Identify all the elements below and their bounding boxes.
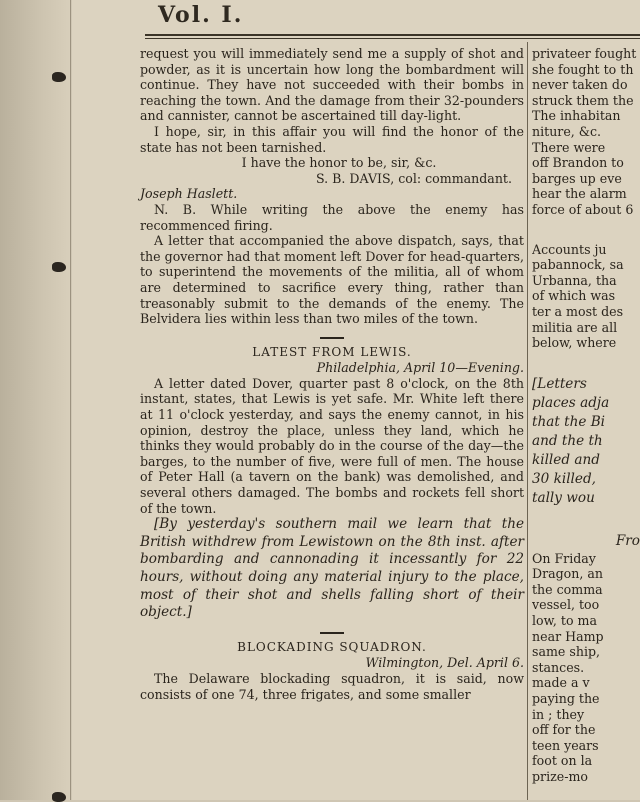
paragraph: The Delaware blockading squadron, it is said, now consists of one 74, three frigates, and some smaller	[140, 670, 524, 702]
text-line: vessel, too	[532, 597, 600, 613]
text-line: barges up eve	[532, 170, 622, 186]
paragraph: A letter that accompanied the above dispatch, says, that the governor had that moment left Dover for head-quarters, to superintend the movements of the militia, all of whom are determined to sacrifice every thing, rather than treasonably submit to the demands of the enemy. The Belvidera lies within less than two miles of the town.	[140, 233, 524, 327]
text-line: paying the	[532, 691, 600, 707]
text-line: prize-mo	[532, 769, 588, 784]
text-line: force of about 6	[532, 201, 634, 217]
text-line: places adja	[532, 394, 610, 411]
dateline: Wilmington, Del. April 6.	[365, 655, 524, 671]
header-rule-thin	[145, 38, 640, 39]
right-column	[532, 46, 640, 785]
text-line: ter a most des	[532, 303, 624, 319]
header-rule	[145, 34, 640, 36]
text-line: made a v	[532, 675, 590, 691]
text-line: of which was	[532, 288, 616, 304]
paragraph: request you will immediately send me a supply of shot and powder, as it is uncertain how long the bombardment will continue. They have not succeeded with their bombs in reaching the town. And the damage from their 32-pounders and cannister, cannot be ascertained till day-light.	[140, 46, 524, 124]
text-line: off Brandon to	[532, 155, 624, 171]
text-line: There were	[532, 139, 606, 155]
text-line: near Hamp	[532, 628, 604, 644]
editorial-note: [By yesterday's southern mail we learn that the British withdrew from Lewistown on the 8th inst. after bombarding and cannonading it incessantly for 22 hours, without doing any material injury to the place, most of their shot and shells falling short of their object.]	[140, 516, 524, 621]
spacer	[532, 351, 640, 375]
binding-hole	[52, 262, 66, 272]
text-line: low, to ma	[532, 613, 597, 629]
text-line: never taken do	[532, 77, 628, 93]
text-line: tally wou	[532, 489, 595, 506]
text-line: same ship,	[532, 644, 601, 660]
section-divider	[320, 632, 344, 634]
text-line: off for the	[532, 722, 596, 738]
spacer	[532, 218, 640, 242]
text-line: struck them the	[532, 92, 634, 108]
text-line: that the Bi	[532, 413, 606, 430]
text-line: teen years	[532, 737, 599, 753]
text-line: stances.	[532, 659, 585, 675]
text-line: pabannock, sa	[532, 257, 624, 273]
addressee: Joseph Haslett.	[140, 186, 238, 202]
paragraph: A letter dated Dover, quarter past 8 o'clock, on the 8th instant, states, that Lewis is yet safe. Mr. White left there at 11 o'clock yesterday, and says the enemy cannot, in his opinion, destroy the place, unless they land, which he thinks they would probably do in the course of the day—the barges, to the number of five, were full of men. The house of Peter Hall (a tavern on the bank) was demolished, and several others damaged. The bombs and rockets fell short of the town.	[140, 375, 524, 516]
binding-hole	[52, 72, 66, 82]
text-line: Accounts ju	[532, 241, 607, 257]
text-line: Urbanna, tha	[532, 272, 617, 288]
signature: S. B. DAVIS, col: commandant.	[315, 170, 512, 186]
text-line: On Friday	[532, 550, 596, 566]
text-line: 30 killed,	[532, 470, 596, 487]
text-line: in ; they	[532, 706, 585, 722]
closing-line: I have the honor to be, sir, &c.	[241, 155, 437, 171]
volume-header: Vol. I.	[158, 2, 244, 28]
section-divider	[320, 337, 344, 339]
text-line: hear the alarm	[532, 186, 627, 202]
main-column	[140, 46, 524, 702]
text-line: Fro	[615, 532, 640, 549]
text-line: killed and	[532, 451, 600, 468]
text-line: foot on la	[532, 753, 593, 769]
text-line: The inhabitan	[532, 108, 621, 124]
column-rule	[527, 42, 528, 800]
headline-blockading-squadron: BLOCKADING SQUADRON.	[237, 639, 427, 654]
text-line: below, where	[532, 335, 617, 351]
binding-margin	[0, 0, 71, 800]
dateline: Philadelphia, April 10—Evening.	[316, 360, 524, 376]
text-line: niture, &c.	[532, 123, 602, 139]
binding-hole	[52, 792, 66, 802]
postscript: N. B. While writing the above the enemy has recommenced firing.	[140, 201, 524, 233]
paragraph: I hope, sir, in this affair you will find the honor of the state has not been tarnished.	[140, 123, 524, 155]
headline-latest-from-lewis: LATEST FROM LEWIS.	[252, 344, 412, 359]
text-line: militia are all	[532, 319, 618, 335]
spacer	[532, 508, 640, 532]
text-line: privateer fought	[532, 46, 637, 61]
text-line: Dragon, an	[532, 566, 604, 582]
text-line: [Letters	[532, 375, 587, 392]
text-line: and the th	[532, 432, 603, 449]
text-line: she fought to th	[532, 61, 634, 77]
text-line: the comma	[532, 581, 603, 597]
